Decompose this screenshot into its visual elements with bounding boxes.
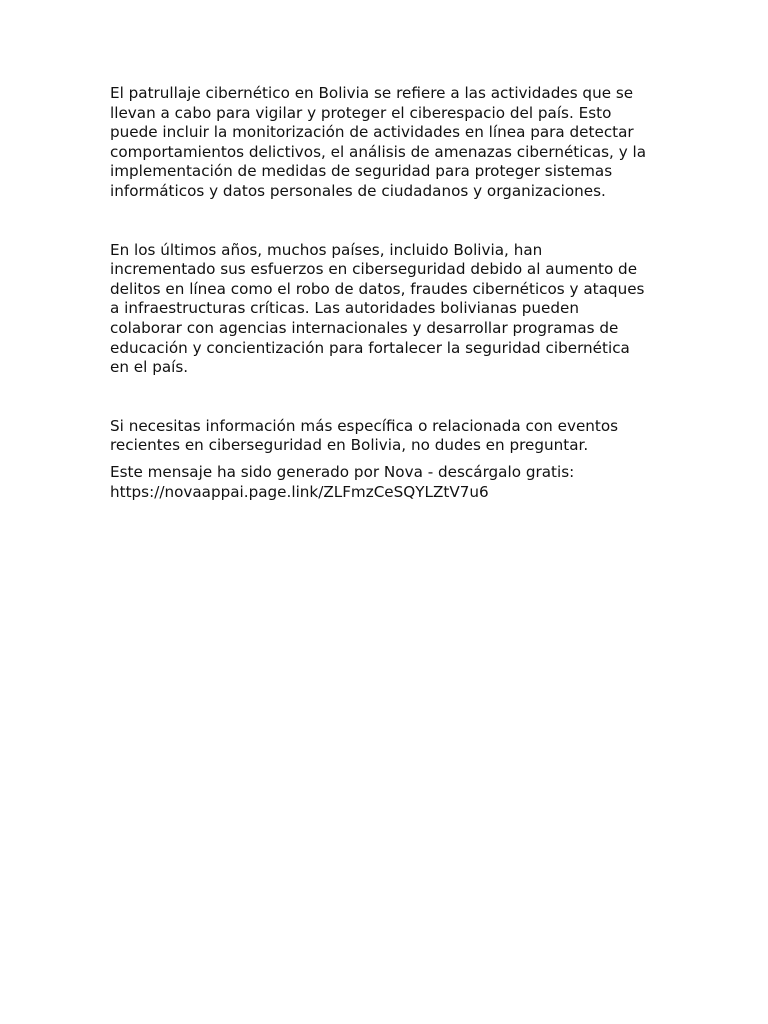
paragraph-spacer [110, 202, 670, 241]
paragraph-generated-by-nova: Este mensaje ha sido generado por Nova - descárgalo gratis: https://novaappai.page.link/ZLFmzCeSQYLZtV7u6 [110, 462, 575, 501]
document-body [110, 84, 670, 502]
paragraph-spacer [110, 456, 670, 463]
paragraph-spacer [110, 378, 670, 417]
paragraph-ciberseguridad-esfuerzos: En los últimos años, muchos países, incluido Bolivia, han incrementado sus esfuerzos en ciberseguridad debido al aumento de delitos en línea como el robo de datos, fraudes cibernéticos y ataques a infraestructuras críticas. Las autoridades bolivianas pueden colaborar con agencias internacionales y desarrollar programas de educación y concientización para fortalecer la seguridad cibernética en el país. [110, 240, 645, 377]
paragraph-mas-informacion: Si necesitas información más específica o relacionada con eventos recientes en ciberseguridad en Bolivia, no dudes en preguntar. [110, 416, 619, 455]
paragraph-patrullaje-cibernetico: El patrullaje cibernético en Bolivia se refiere a las actividades que se llevan a cabo para vigilar y proteger el ciberespacio del país. Esto puede incluir la monitorización de actividades en línea para detectar comportamientos delictivos, el análisis de amenazas cibernéticas, y la implementación de medidas de seguridad para proteger sistemas informáticos y datos personales de ciudadanos y organizaciones. [110, 84, 647, 200]
